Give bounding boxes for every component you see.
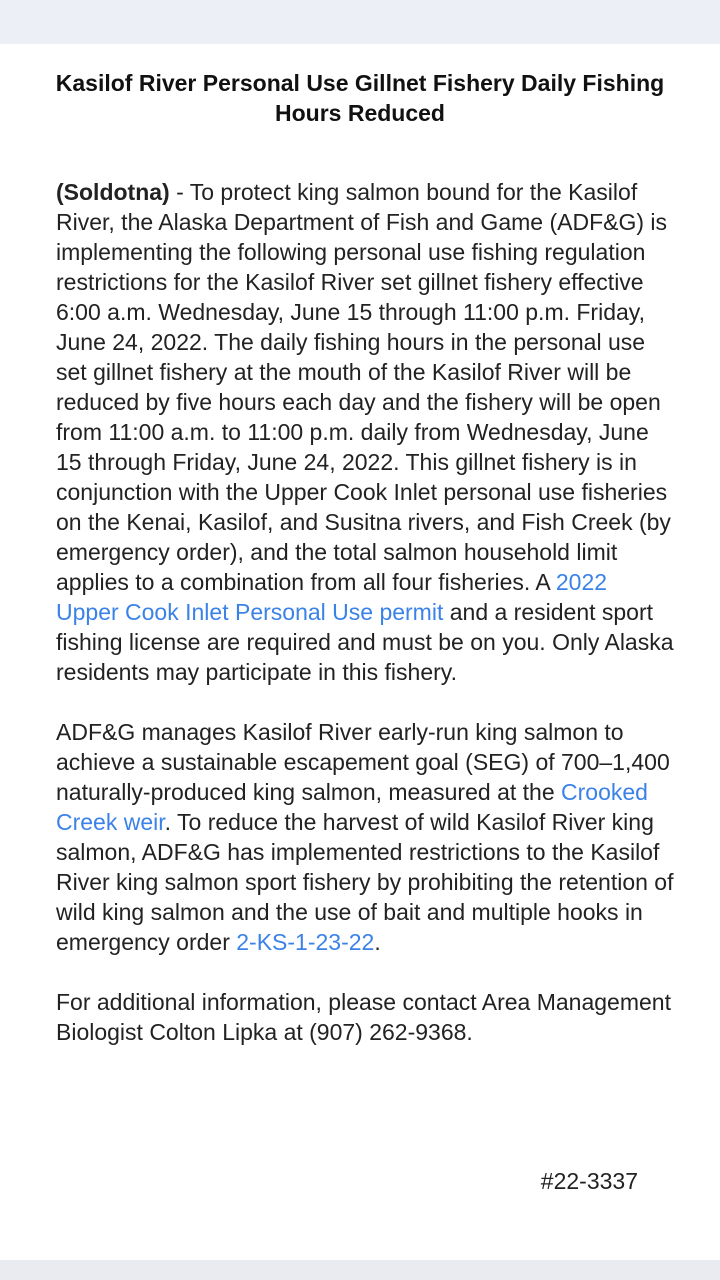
article-body	[56, 177, 676, 1077]
article-title: Kasilof River Personal Use Gillnet Fishery Daily Fishing Hours Reduced	[55, 70, 665, 126]
paragraph-text: and a resident sport fishing license are required and must be on you. Only Alaska residents may participate in this fishery.	[56, 599, 674, 685]
bottom-bar	[0, 1260, 720, 1280]
article-page	[0, 44, 720, 1260]
release-number: #22-3337	[540, 1168, 638, 1194]
emergency-order-link[interactable]: 2-KS-1-23-22	[236, 929, 375, 955]
paragraph-text: - To protect king salmon bound for the Kasilof River, the Alaska Department of Fish and Game (ADF&G) is implementing the following personal use fishing regulation restrictions for the Kasilof River set gillnet fishery effective 6:00 a.m. Wednesday, June 15 through 11:00 p.m. Friday, June 24, 2022. The daily fishing hours in the personal use set gillnet fishery at the mouth of the Kasilof River will be reduced by five hours each day and the fishery will be open from 11:00 a.m. to 11:00 p.m. daily from Wednesday, June 15 through Friday, June 24, 2022. This gillnet fishery is in conjunction with the Upper Cook Inlet personal use fisheries on the Kenai, Kasilof, and Susitna rivers, and Fish Creek (by emergency order), and the total salmon household limit applies to a combination from all four fisheries. A	[56, 179, 671, 595]
permit-link[interactable]: 2022 Upper Cook Inlet Personal Use permit	[56, 569, 608, 625]
paragraph-management	[56, 717, 676, 957]
paragraph-contact: For additional information, please contact Area Management Biologist Colton Lipka at (907) 262-9368.	[56, 989, 671, 1045]
crooked-creek-weir-link[interactable]: Crooked Creek weir	[56, 779, 648, 835]
paragraph-text: . To reduce the harvest of wild Kasilof River king salmon, ADF&G has implemented restrictions to the Kasilof River king salmon sport fishery by prohibiting the retention of wild king salmon and the use of bait and multiple hooks in emergency order	[56, 809, 674, 955]
dateline: (Soldotna)	[56, 179, 170, 205]
paragraph-text: .	[374, 929, 381, 955]
paragraph-text: ADF&G manages Kasilof River early-run king salmon to achieve a sustainable escapement goal (SEG) of 700–1,400 naturally-produced king salmon, measured at the	[56, 719, 670, 805]
paragraph-regulation	[56, 177, 676, 687]
